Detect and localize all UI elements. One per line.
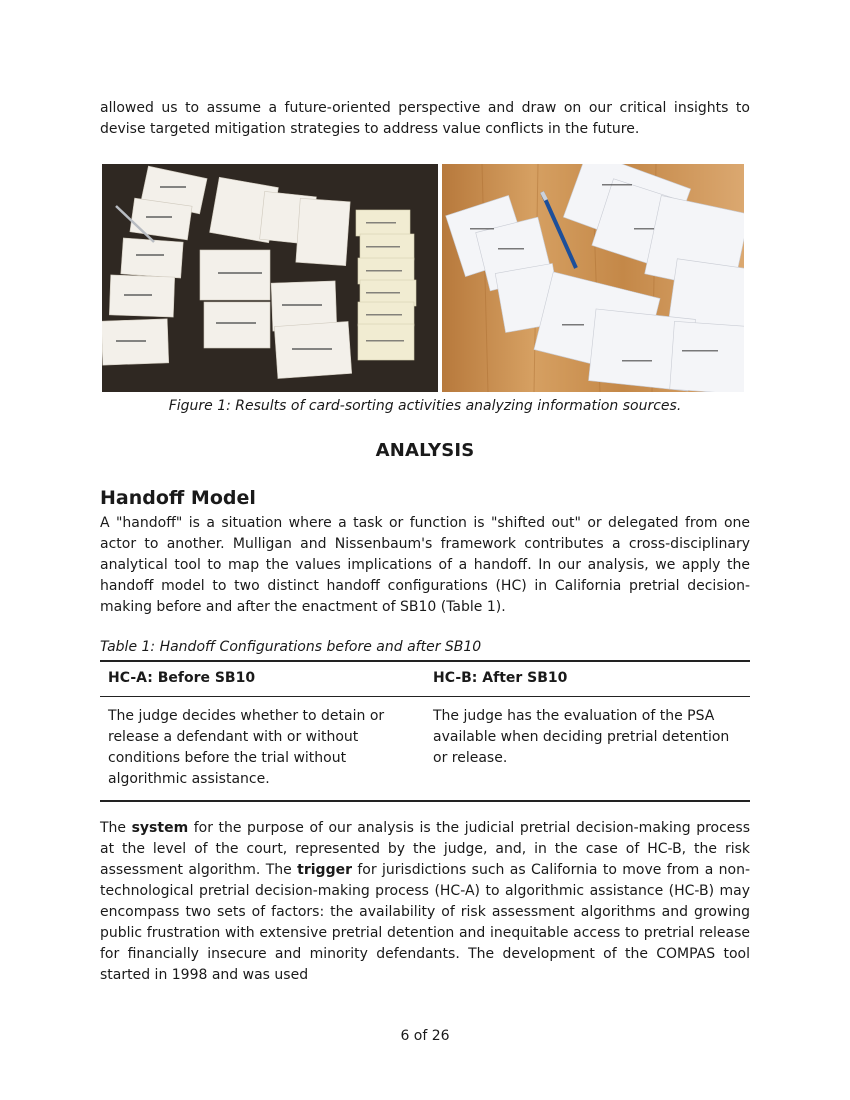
table-caption: Table 1: Handoff Configurations before and after SB10 (100, 639, 482, 655)
page-number: 6 of 26 (400, 1028, 450, 1044)
photo-card-sort-left (102, 164, 438, 392)
table-cell-hc-a: The judge decides whether to detain or release a defendant with or without conditions before the trial without algorithmic assistance. (100, 697, 425, 802)
table-header-hc-b: HC-B: After SB10 (425, 661, 750, 697)
trigger-term: trigger (297, 862, 352, 878)
table-header-hc-a: HC-A: Before SB10 (100, 661, 425, 697)
figure-1 (102, 164, 744, 392)
section-title: ANALYSIS (375, 440, 475, 461)
system-paragraph-part-3: for jurisdictions such as California to move from a non-technological pretrial decision-making process (HC-A) to algorithmic assistance (HC-B) may encompass two sets of factors: the availability of risk assessment algorithms and growing public frustration with extensive pretrial detention and inequitable access to pretrial release for financially insecure and minority defendants. The development of the COMPAS tool started in 1998 and was used (100, 862, 751, 983)
table-row (100, 697, 750, 802)
system-paragraph-part-1: The (100, 820, 132, 836)
subsection-title: Handoff Model (100, 487, 256, 509)
table-header-row (100, 661, 750, 697)
intro-paragraph: allowed us to assume a future-oriented perspective and draw on our critical insights to devise targeted mitigation strategies to address value conflicts in the future. (100, 100, 750, 137)
system-term: system (131, 820, 189, 836)
photo-card-sort-right (442, 164, 744, 392)
system-paragraph-part-2: for the purpose of our analysis is the judicial pretrial decision-making process at the level of the court, represented by the judge, and, in the case of HC-B, the risk assessment algorithm. The (100, 820, 750, 878)
handoff-table (100, 660, 750, 802)
system-paragraph (100, 818, 750, 986)
handoff-paragraph: A "handoff" is a situation where a task or function is "shifted out" or delegated from one actor to another. Mulligan and Nissenbaum's framework contributes a cross-disciplinary analytical tool to map the values implications of a handoff. In our analysis, we apply the handoff model to two distinct handoff configurations (HC) in California pretrial decision-making before and after the enactment of SB10 (Table 1). (100, 515, 750, 615)
figure-caption: Figure 1: Results of card-sorting activities analyzing information sources. (168, 398, 682, 414)
table-cell-hc-b: The judge has the evaluation of the PSA available when deciding pretrial detention or release. (425, 697, 750, 802)
